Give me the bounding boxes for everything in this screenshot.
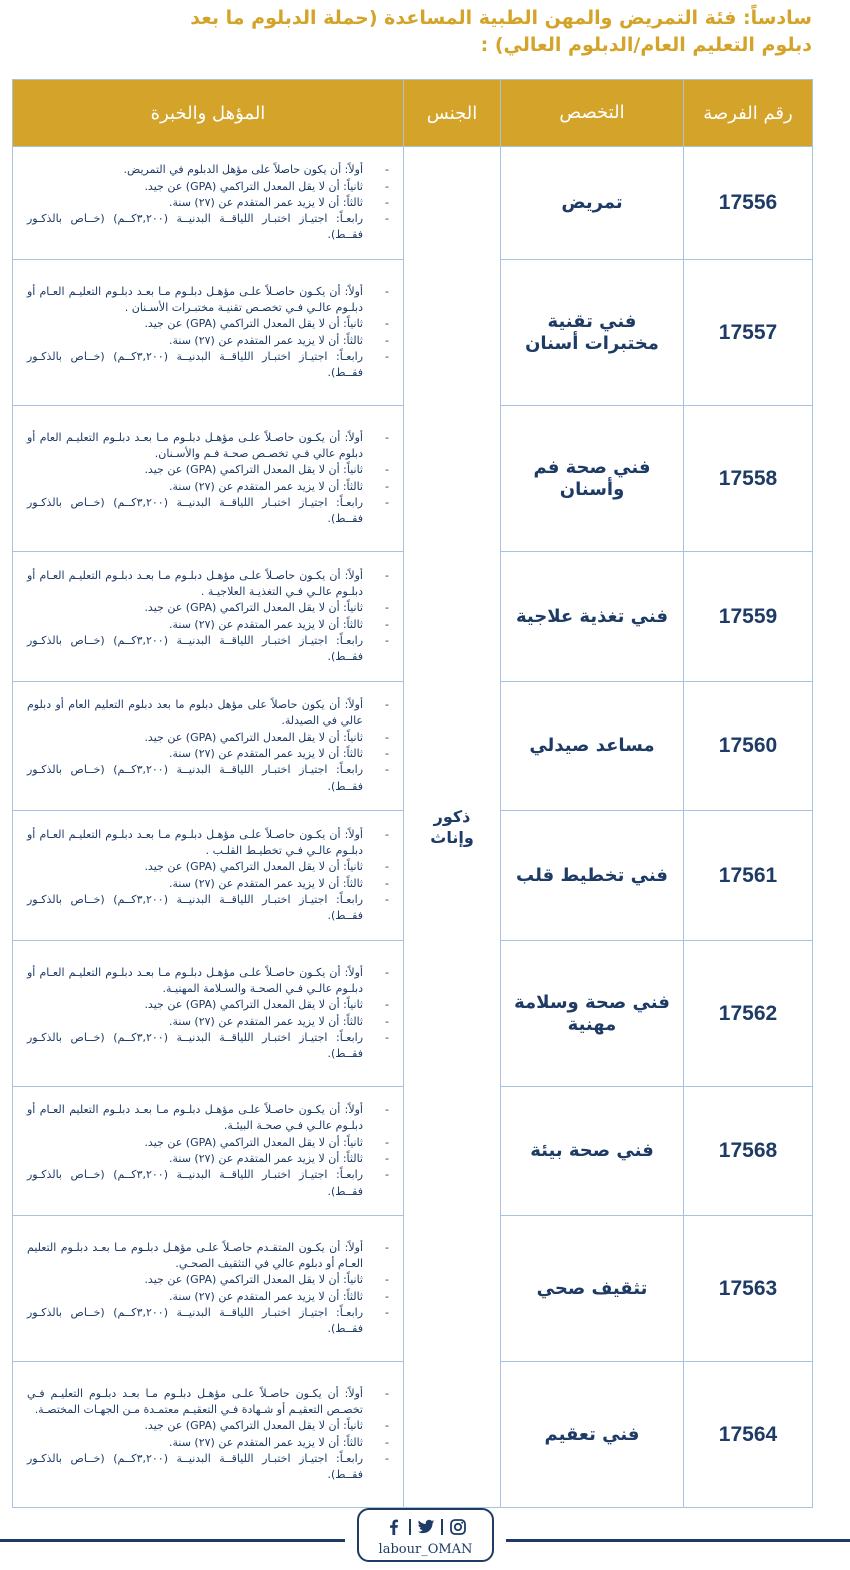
footer: [0, 1508, 850, 1566]
opportunity-number: 17563: [684, 1216, 813, 1362]
qualification-item: - أولاً: أن يكـون حاصـلاً علـى مؤهـل دبلـوم مـا بعـد دبلـوم التعليم العـام أو دبلـوم عالـي فـي صحـة البيئـة.: [27, 1102, 391, 1135]
specialty-name: فني تعقيم: [501, 1362, 684, 1508]
table-row: [13, 147, 813, 260]
qualification-item: - ثالثاً: أن لا يزيد عمر المتقدم عن (٢٧) سنة.: [27, 1014, 391, 1030]
qualification-item: - رابعـاً: اجتيـاز اختبـار اللياقــة البدنيــة (٣,٢٠٠كــم) (خــاص بالذكـور فقــط).: [27, 892, 391, 925]
qualification-item: - أولاً: أن يكـون حاصـلاً علـى مؤهـل دبلـوم مـا بعـد دبلـوم التعليـم العـام أو دبلـوم عالـي فـي التغذيـة العلاجيـة .: [27, 568, 391, 601]
qualification-list: [13, 284, 403, 382]
qualification-item: - أولاً: أن يكـون حاصـلاً علـى مؤهـل دبلـوم مـا بعـد دبلـوم التعليـم العـام أو دبلـوم عالـي فـي الصحـة والسـلامة المهنيـة.: [27, 965, 391, 998]
qualification-item: - أولاً: أن يكـون حاصـلاً علـى مؤهـل دبلـوم مـا بعـد دبلـوم التعليـم العـام أو دبلـوم عالـي فـي تخطيـط القلـب .: [27, 827, 391, 860]
qualification-item: - ثالثاً: أن لا يزيد عمر المتقدم عن (٢٧) سنة.: [27, 617, 391, 633]
qualification-list: [13, 697, 403, 795]
header-gender: الجنس: [404, 80, 501, 147]
social-icons: [359, 1517, 492, 1537]
qualification-list: [13, 965, 403, 1063]
heading-line-2: دبلوم التعليم العام/الدبلوم العالي) :: [480, 34, 812, 56]
specialty-name: تمريض: [501, 147, 684, 260]
opportunities-table-wrapper: [27, 79, 813, 1508]
specialty-name: تثقيف صحي: [501, 1216, 684, 1362]
qualification-item: - ثانياً: أن لا يقل المعدل التراكمي (GPA) عن جيد.: [27, 1272, 391, 1288]
qualification-item: - ثانياً: أن لا يقل المعدل التراكمي (GPA) عن جيد.: [27, 1418, 391, 1434]
qualification-item: - ثالثاً: أن لا يزيد عمر المتقدم عن (٢٧) سنة.: [27, 195, 391, 211]
instagram-icon[interactable]: [449, 1518, 467, 1536]
table-body: [13, 147, 813, 1508]
qualification-cell: [13, 1362, 404, 1508]
header-qualification: المؤهل والخبرة: [13, 80, 404, 147]
qualification-cell: [13, 1216, 404, 1362]
qualification-list: [13, 568, 403, 666]
table-header-row: [13, 80, 813, 147]
specialty-name: فني صحة بيئة: [501, 1087, 684, 1216]
qualification-item: - رابعـاً: اجتيـاز اختبـار اللياقــة البدنيــة (٣,٢٠٠كــم) (خــاص بالذكـور فقــط).: [27, 349, 391, 382]
opportunity-number: 17559: [684, 552, 813, 682]
footer-rule-left: [0, 1539, 345, 1542]
qualification-item: - ثانياً: أن لا يقل المعدل التراكمي (GPA) عن جيد.: [27, 997, 391, 1013]
twitter-icon[interactable]: [417, 1518, 435, 1536]
qualification-item: - ثانياً: أن لا يقل المعدل التراكمي (GPA) عن جيد.: [27, 179, 391, 195]
qualification-item: - أولاً: أن يكـون حاصـلاً علـى مؤهـل دبلـوم مـا بعـد دبلـوم التعليـم العـام أو دبلـوم عالـي فـي تخصـص تقنيـة مختبـرات الأسـنان .: [27, 284, 391, 317]
qualification-cell: [13, 552, 404, 682]
qualification-cell: [13, 147, 404, 260]
opportunity-number: 17561: [684, 811, 813, 941]
qualification-item: - ثالثاً: أن لا يزيد عمر المتقدم عن (٢٧) سنة.: [27, 1151, 391, 1167]
opportunities-table: [12, 79, 813, 1508]
qualification-list: [13, 430, 403, 528]
opportunity-number: 17557: [684, 260, 813, 406]
social-handle[interactable]: labour_OMAN: [378, 1542, 473, 1557]
qualification-item: - ثانياً: أن لا يقل المعدل التراكمي (GPA) عن جيد.: [27, 859, 391, 875]
qualification-item: - ثالثاً: أن لا يزيد عمر المتقدم عن (٢٧) سنة.: [27, 746, 391, 762]
specialty-name: فني تغذية علاجية: [501, 552, 684, 682]
qualification-cell: [13, 260, 404, 406]
qualification-item: - رابعـاً: اجتيـاز اختبـار اللياقــة البدنيــة (٣,٢٠٠كــم) (خــاص بالذكـور فقــط).: [27, 211, 391, 244]
qualification-item: - ثالثاً: أن لا يزيد عمر المتقدم عن (٢٧) سنة.: [27, 479, 391, 495]
qualification-item: - ثانياً: أن لا يقل المعدل التراكمي (GPA) عن جيد.: [27, 600, 391, 616]
qualification-item: - رابعـاً: اجتيـاز اختبـار اللياقــة البدنيــة (٣,٢٠٠كــم) (خــاص بالذكـور فقــط).: [27, 1030, 391, 1063]
qualification-cell: [13, 811, 404, 941]
qualification-item: - أولاً: أن يكـون حاصـلاً علـى مؤهـل دبلـوم مـا بعـد دبلـوم التعليـم فـي تخصـص التعقيـم أو شـهادة فـي التعقيـم معتمـدة مـن الجهـات المختصـة.: [27, 1386, 391, 1419]
qualification-cell: [13, 1087, 404, 1216]
gender-value: ذكور وإناث: [404, 147, 501, 1508]
opportunity-number: 17562: [684, 941, 813, 1087]
qualification-cell: [13, 941, 404, 1087]
qualification-item: - أولاً: أن يكـون حاصـلاً علـى مؤهـل دبلـوم مـا بعـد دبلـوم التعليـم العام أو دبلوم عالي فـي تخصـص صحـة فـم والأسـنان.: [27, 430, 391, 463]
specialty-name: فني تخطيط قلب: [501, 811, 684, 941]
specialty-name: مساعد صيدلي: [501, 682, 684, 811]
qualification-item: - ثانياً: أن لا يقل المعدل التراكمي (GPA) عن جيد.: [27, 1135, 391, 1151]
qualification-item: - رابعـاً: اجتيـاز اختبـار اللياقــة البدنيــة (٣,٢٠٠كــم) (خــاص بالذكـور فقــط).: [27, 1167, 391, 1200]
specialty-name: فني صحة وسلامة مهنية: [501, 941, 684, 1087]
opportunity-number: 17560: [684, 682, 813, 811]
qualification-list: [13, 1386, 403, 1484]
qualification-item: - رابعـاً: اجتيـاز اختبـار اللياقــة البدنيــة (٣,٢٠٠كــم) (خــاص بالذكـور فقــط).: [27, 1451, 391, 1484]
qualification-item: - أولاً: أن يكون حاصلاً على مؤهل الدبلوم في التمريض.: [27, 162, 391, 178]
qualification-item: - رابعـاً: اجتيـاز اختبـار اللياقــة البدنيــة (٣,٢٠٠كــم) (خــاص بالذكـور فقــط).: [27, 633, 391, 666]
qualification-item: - ثانياً: أن لا يقل المعدل التراكمي (GPA) عن جيد.: [27, 462, 391, 478]
qualification-item: - ثالثاً: أن لا يزيد عمر المتقدم عن (٢٧) سنة.: [27, 876, 391, 892]
qualification-item: - ثالثاً: أن لا يزيد عمر المتقدم عن (٢٧) سنة.: [27, 333, 391, 349]
opportunity-number: 17556: [684, 147, 813, 260]
specialty-name: فني تقنية مختبرات أسنان: [501, 260, 684, 406]
qualification-list: [13, 1102, 403, 1200]
opportunity-number: 17564: [684, 1362, 813, 1508]
qualification-item: - ثالثاً: أن لا يزيد عمر المتقدم عن (٢٧) سنة.: [27, 1435, 391, 1451]
qualification-item: - رابعـاً: اجتيـاز اختبـار اللياقــة البدنيــة (٣,٢٠٠كــم) (خــاص بالذكـور فقــط).: [27, 762, 391, 795]
qualification-item: - ثانياً: أن لا يقل المعدل التراكمي (GPA) عن جيد.: [27, 316, 391, 332]
qualification-item: - ثانياً: أن لا يقل المعدل التراكمي (GPA) عن جيد.: [27, 730, 391, 746]
page-heading: [22, 5, 812, 59]
specialty-name: فني صحة فم وأسنان: [501, 406, 684, 552]
facebook-icon[interactable]: [385, 1518, 403, 1536]
header-specialty: التخصص: [501, 80, 684, 147]
icon-separator: [441, 1519, 443, 1535]
footer-rule-right: [506, 1539, 850, 1542]
social-badge: [357, 1508, 494, 1562]
qualification-list: [13, 1240, 403, 1338]
icon-separator: [409, 1519, 411, 1535]
qualification-list: [13, 162, 403, 243]
qualification-item: - أولاً: أن يكون حاصلاً على مؤهل دبلوم ما بعد دبلوم التعليم العام أو دبلوم عالي في الصيدلة.: [27, 697, 391, 730]
opportunity-number: 17558: [684, 406, 813, 552]
header-number: رقم الفرصة: [684, 80, 813, 147]
qualification-item: - رابعـاً: اجتيـاز اختبـار اللياقــة البدنيــة (٣,٢٠٠كــم) (خــاص بالذكـور فقــط).: [27, 1305, 391, 1338]
qualification-cell: [13, 682, 404, 811]
qualification-cell: [13, 406, 404, 552]
qualification-list: [13, 827, 403, 925]
opportunity-number: 17568: [684, 1087, 813, 1216]
qualification-item: - أولاً: أن يكـون المتقـدم حاصـلاً علـى مؤهـل دبلـوم مـا بعـد دبلـوم التعليم العـام أو دبلوم عالي في التثقيف الصحـي.: [27, 1240, 391, 1273]
qualification-item: - رابعـاً: اجتيـاز اختبـار اللياقــة البدنيــة (٣,٢٠٠كــم) (خــاص بالذكـور فقــط).: [27, 495, 391, 528]
qualification-item: - ثالثاً: أن لا يزيد عمر المتقدم عن (٢٧) سنة.: [27, 1289, 391, 1305]
heading-line-1: سادساً: فئة التمريض والمهن الطبية المساعدة (حملة الدبلوم ما بعد: [190, 7, 812, 29]
